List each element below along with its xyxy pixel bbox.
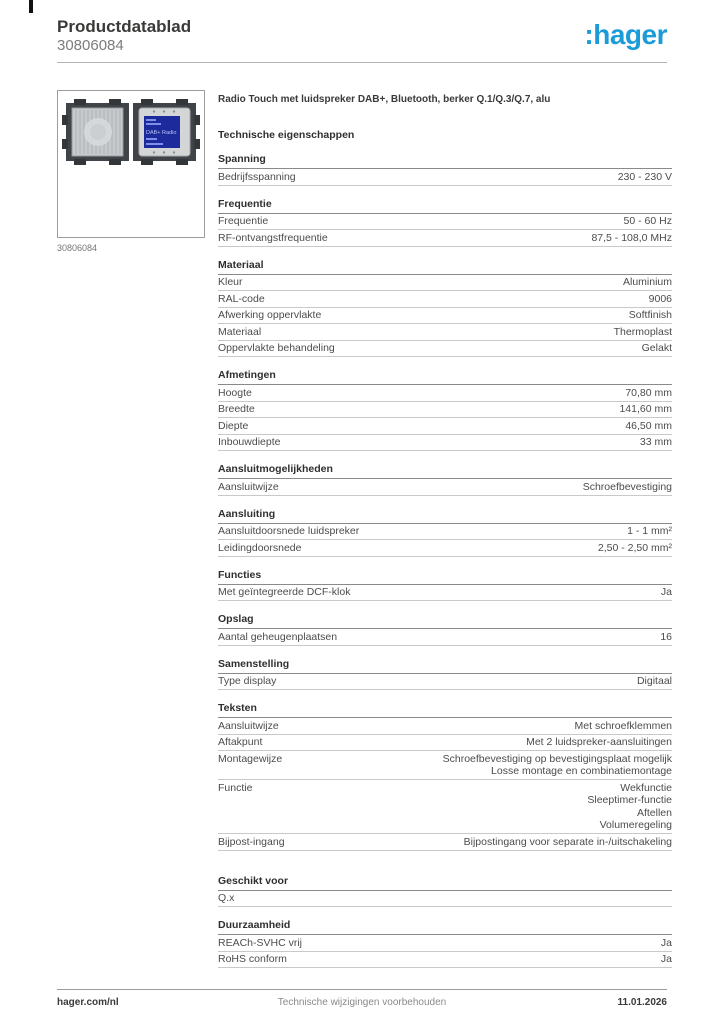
spec-value-line: Schroefbevestiging: [582, 480, 672, 493]
spec-row: [218, 308, 672, 325]
spec-label: Leidingdoorsnede: [218, 541, 302, 554]
hager-logo: :hager: [584, 19, 667, 50]
spec-row: [218, 629, 672, 646]
spec-value: [618, 171, 672, 184]
section-title: Aansluitmogelijkheden: [218, 463, 672, 479]
spec-value-line: 70,80 mm: [625, 386, 672, 399]
spec-value-line: Gelakt: [641, 342, 672, 354]
spec-label: Diepte: [218, 419, 249, 432]
spec-value-line: 16: [660, 630, 672, 643]
spec-section: [218, 153, 672, 186]
spec-value-line: Sleeptimer-functie: [587, 794, 672, 806]
figure-caption: 30806084: [57, 243, 98, 253]
spec-section: [218, 508, 672, 557]
spec-label: Montagewijze: [218, 752, 283, 765]
page-footer: [57, 989, 667, 1008]
spec-label: Kleur: [218, 276, 243, 288]
spec-row: [218, 935, 672, 952]
spec-value-line: Ja: [660, 936, 672, 949]
spec-label: Aansluitdoorsnede luidspreker: [218, 525, 360, 537]
spec-value: [623, 276, 672, 289]
spec-value-line: 230 - 230 V: [617, 170, 672, 183]
spec-value-line: 9006: [648, 292, 672, 305]
spec-value: [583, 481, 672, 494]
product-title: Radio Touch met luidspreker DAB+, Bluetooth, berker Q.1/Q.3/Q.7, alu: [218, 94, 551, 105]
spec-value-line: Ja: [660, 953, 672, 965]
spec-label: RoHS conform: [218, 953, 287, 965]
spec-label: Breedte: [218, 403, 255, 415]
section-title: Frequentie: [218, 198, 672, 214]
header-divider: [57, 62, 667, 63]
spec-row: [218, 479, 672, 496]
spec-section: [218, 463, 672, 496]
spec-section: [218, 702, 672, 851]
spec-label: RF-ontvangstfrequentie: [218, 231, 328, 244]
spec-row: [218, 891, 672, 908]
spec-row: [218, 291, 672, 308]
spec-row: [218, 324, 672, 341]
spec-value-line: 141,60 mm: [619, 403, 672, 415]
spec-label: Met geïntegreerde DCF-klok: [218, 586, 351, 598]
spec-label: Aftakpunt: [218, 736, 263, 748]
product-illustration: [58, 91, 204, 237]
spec-value: [661, 953, 672, 966]
spec-value-line: Met 2 luidspreker-aansluitingen: [526, 736, 672, 748]
spec-label: Hoogte: [218, 386, 252, 399]
spec-value-line: Schroefbevestiging op bevestigingsplaat mogelijk: [442, 752, 672, 765]
spec-section: [218, 569, 672, 602]
spec-row: [218, 385, 672, 402]
spec-label: REACh-SVHC vrij: [218, 936, 303, 949]
spec-value-line: 87,5 - 108,0 MHz: [591, 231, 672, 244]
spec-value: [614, 326, 672, 339]
spec-label: Type display: [218, 675, 277, 687]
section-title: Teksten: [218, 702, 672, 718]
spec-row: [218, 435, 672, 452]
tech-properties-heading: Technische eigenschappen: [218, 129, 355, 141]
spec-row: [218, 735, 672, 752]
spec-value: [629, 309, 672, 322]
spec-value-line: Losse montage en combinatiemontage: [491, 765, 672, 777]
spec-row: [218, 780, 672, 834]
spec-value: [660, 631, 672, 644]
spec-value: [526, 736, 672, 749]
spec-section: [218, 613, 672, 646]
document-title: Productdatablad: [57, 17, 192, 36]
spec-section: [218, 198, 672, 247]
spec-sections: [218, 153, 672, 968]
spec-section: [218, 369, 672, 451]
spec-row: [218, 230, 672, 247]
print-crop-mark: [29, 0, 33, 13]
spec-value-line: Wekfunctie: [620, 781, 672, 794]
spec-value: [625, 387, 672, 400]
radio-touch-module: [133, 99, 200, 165]
spec-label: Q.x: [218, 892, 235, 904]
spec-value-line: 50 - 60 Hz: [623, 215, 672, 227]
document-product-number: 30806084: [57, 37, 124, 54]
spec-value-line: 2,50 - 2,50 mm²: [597, 541, 672, 554]
product-image: [57, 90, 205, 238]
screen-text: DAB+ Radio: [146, 130, 177, 136]
spec-label: Aansluitwijze: [218, 719, 279, 732]
spec-section: [218, 658, 672, 691]
spec-row: [218, 952, 672, 969]
spec-value: [464, 836, 672, 849]
spec-label: Materiaal: [218, 325, 262, 338]
spec-value: [587, 782, 672, 832]
spec-value: [637, 675, 672, 688]
spec-value-line: Aluminium: [622, 276, 672, 288]
section-title: Spanning: [218, 153, 672, 169]
spec-value-line: Met schroefklemmen: [574, 719, 672, 732]
spec-label: Inbouwdiepte: [218, 436, 281, 448]
spec-value: [575, 720, 672, 733]
speaker-module: [62, 99, 129, 165]
spec-value: [591, 232, 672, 245]
section-title: Materiaal: [218, 259, 672, 275]
spec-value: [627, 525, 672, 538]
spec-value: [624, 215, 672, 228]
section-title: Duurzaamheid: [218, 919, 672, 935]
spec-label: Aantal geheugenplaatsen: [218, 630, 338, 643]
spec-label: Oppervlakte behandeling: [218, 342, 335, 354]
section-title: Aansluiting: [218, 508, 672, 524]
spec-value-line: Aftellen: [636, 806, 672, 819]
spec-value-line: Thermoplast: [613, 325, 672, 338]
spec-row: [218, 524, 672, 541]
section-title: Functies: [218, 569, 672, 585]
spec-value-line: Bijpostingang voor separate in-/uitschakeling: [463, 835, 672, 848]
footer-date: 11.01.2026: [617, 997, 667, 1008]
spec-value: [649, 293, 672, 306]
spec-value: [661, 937, 672, 950]
spec-label: Functie: [218, 781, 253, 794]
product-figure: [57, 90, 205, 253]
spec-value-line: 1 - 1 mm²: [627, 525, 672, 537]
spec-row: [218, 585, 672, 602]
spec-value-line: Volumeregeling: [599, 819, 672, 831]
spec-row: [218, 751, 672, 780]
spec-row: [218, 275, 672, 292]
spec-value: [619, 403, 672, 416]
spec-value-line: 46,50 mm: [625, 419, 672, 432]
section-title: Geschikt voor: [218, 875, 672, 891]
section-title: Opslag: [218, 613, 672, 629]
spec-section: [218, 259, 672, 358]
spec-label: Frequentie: [218, 215, 269, 227]
section-title: Afmetingen: [218, 369, 672, 385]
spec-row: [218, 674, 672, 691]
spec-value-line: Softfinish: [628, 309, 672, 321]
spec-label: Bedrijfsspanning: [218, 170, 296, 183]
spec-row: [218, 418, 672, 435]
spec-value: [443, 753, 672, 778]
spec-value: [661, 586, 672, 599]
spec-value: [640, 436, 672, 449]
spec-row: [218, 214, 672, 231]
spec-row: [218, 402, 672, 419]
footer-website-link[interactable]: hager.com/nl: [57, 997, 119, 1008]
spec-row: [218, 341, 672, 358]
spec-label: Bijpost-ingang: [218, 835, 285, 848]
spec-value-line: Ja: [660, 586, 672, 598]
spec-label: Aansluitwijze: [218, 480, 279, 493]
page-header: [57, 17, 667, 55]
spec-value: [642, 342, 672, 355]
spec-column: [218, 93, 672, 968]
spec-row: [218, 718, 672, 735]
spec-row: [218, 834, 672, 851]
spec-value-line: Digitaal: [636, 675, 672, 687]
spec-value: [598, 542, 672, 555]
spec-label: Afwerking oppervlakte: [218, 309, 322, 321]
spec-row: [218, 169, 672, 186]
spec-row: [218, 540, 672, 557]
section-title: Samenstelling: [218, 658, 672, 674]
spec-section: [218, 875, 672, 908]
spec-label: RAL-code: [218, 292, 265, 305]
spec-value-line: 33 mm: [639, 436, 672, 448]
spec-value: [625, 420, 672, 433]
footer-disclaimer: Technische wijzigingen voorbehouden: [277, 997, 447, 1008]
spec-section: [218, 919, 672, 968]
